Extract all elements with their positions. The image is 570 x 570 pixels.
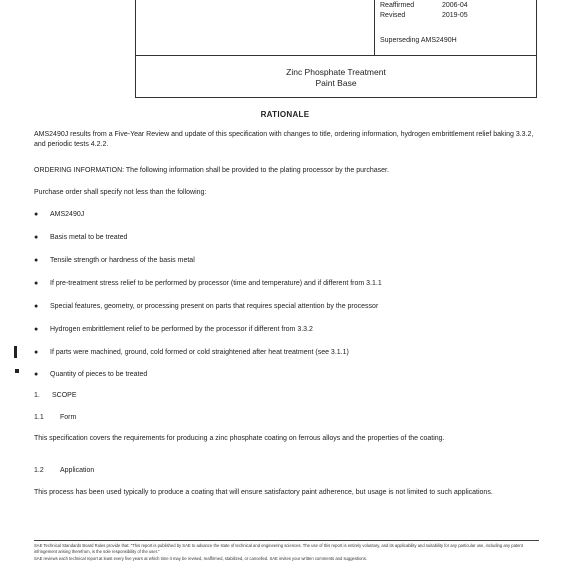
scope-heading: SCOPE (52, 392, 77, 399)
application-paragraph: This process has been used typically to produce a coating that will ensure satisfactory paint adherence, but usage is not limited to such applications. (34, 489, 493, 496)
footer-disclaimer: SAE Technical Standards Board Rules provide that: "This report is published by SAE to advance the state of technical and engineering sciences. The use of this report is entirely voluntary, and its applicability and suitability for any particular use, including any patent infringement arising therefrom, is the sole responsibility of the user." (34, 543, 523, 554)
change-bar (14, 346, 17, 358)
revised-date: 2019-05 (442, 12, 468, 19)
list-item: ● Quantity of pieces to be treated (34, 371, 148, 378)
list-item: ● Special features, geometry, or processing present on parts that requires special attention by the processor (34, 303, 379, 310)
rationale-heading: RATIONALE (260, 110, 310, 119)
bullet-icon: ● (34, 303, 39, 310)
subsection-number: 1.1 (34, 414, 44, 421)
footer-rule (34, 540, 539, 541)
change-mark (15, 369, 19, 373)
header-divider-horizontal (136, 55, 536, 56)
header-divider-vertical (374, 0, 375, 55)
section-number: 1. (34, 392, 40, 399)
list-item: ● AMS2490J (34, 211, 85, 218)
ordering-information: ORDERING INFORMATION: The following information shall be provided to the plating processor by the purchaser. (34, 167, 389, 174)
list-item: ● Tensile strength or hardness of the basis metal (34, 257, 195, 264)
list-item: ● Hydrogen embrittlement relief to be performed by the processor if different from 3.3.2 (34, 326, 313, 333)
bullet-icon: ● (34, 211, 39, 218)
reaffirmed-label: Reaffirmed (380, 2, 415, 9)
bullet-icon: ● (34, 280, 39, 287)
form-paragraph: This specification covers the requirements for producing a zinc phosphate coating on ferrous alloys and the properties of the coating. (34, 435, 445, 442)
reaffirmed-date: 2006-04 (442, 2, 468, 9)
application-heading: Application (60, 467, 95, 474)
subsection-number: 1.2 (34, 467, 44, 474)
superseding-note: Superseding AMS2490H (380, 37, 457, 44)
form-heading: Form (60, 414, 77, 421)
bullet-icon: ● (34, 257, 39, 264)
purchase-order-intro: Purchase order shall specify not less than the following: (34, 189, 207, 196)
document-title-line-2: Paint Base (315, 78, 357, 88)
bullet-icon: ● (34, 234, 39, 241)
footer-review-note: SAE reviews each technical report at least every five years at which time it may be revised, reaffirmed, stabilized, or cancelled. SAE invites your written comments and suggestions. (34, 556, 367, 561)
document-title-line-1: Zinc Phosphate Treatment (286, 67, 386, 77)
bullet-icon: ● (34, 371, 39, 378)
list-item: ● If parts were machined, ground, cold formed or cold straightened after heat treatment (see 3.1.1) (34, 349, 349, 356)
list-item: ● Basis metal to be treated (34, 234, 128, 241)
bullet-icon: ● (34, 326, 39, 333)
bullet-icon: ● (34, 349, 39, 356)
header-box (135, 0, 537, 98)
rationale-paragraph: AMS2490J results from a Five-Year Review and update of this specification with changes to title, ordering information, hydrogen embrittlement relief baking 3.3.2, and periodic tests 4.2.2. (34, 131, 534, 148)
list-item: ● If pre-treatment stress relief to be performed by processor (time and temperature) and if different from 3.1.1 (34, 280, 382, 287)
revised-label: Revised (380, 12, 406, 19)
